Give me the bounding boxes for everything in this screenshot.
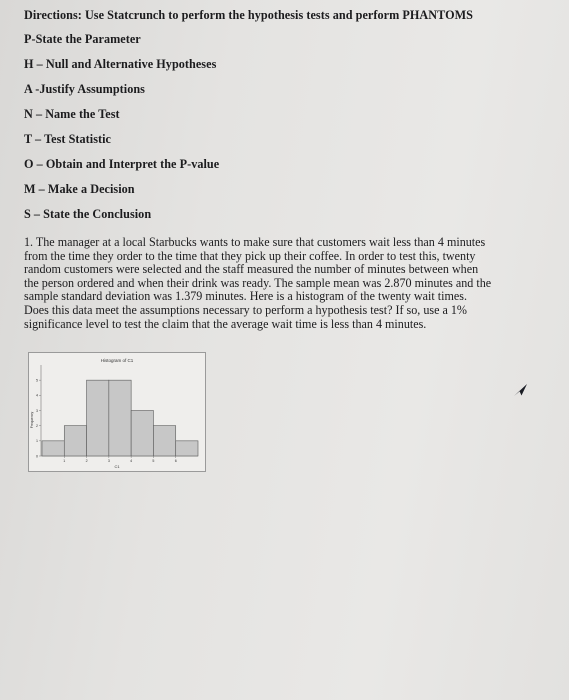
x-tick-label: 1 xyxy=(63,459,66,463)
x-tick-label: 2 xyxy=(85,459,88,463)
histogram-bar xyxy=(42,441,64,456)
histogram-bar xyxy=(131,411,153,457)
y-tick-label: 2 xyxy=(36,423,38,428)
question-line: significance level to test the claim that the average wait time is less than 4 minutes. xyxy=(24,316,427,331)
question-line: from the time they order to the time that they pick up their coffee. In order to test this, twenty xyxy=(24,248,476,263)
phantoms-item-m: M – Make a Decision xyxy=(24,182,135,196)
histogram-bar xyxy=(109,380,131,456)
question-paragraph xyxy=(24,236,546,331)
y-tick-label: 3 xyxy=(36,408,38,413)
directions-heading: Directions: Use Statcrunch to perform the hypothesis tests and perform PHANTOMS xyxy=(24,8,473,22)
histogram-bar xyxy=(64,426,86,456)
y-tick-label: 1 xyxy=(36,439,38,444)
x-tick-label: 5 xyxy=(152,459,155,463)
chart-title: Histogram of C1 xyxy=(100,358,134,363)
x-tick-label: 3 xyxy=(107,459,110,463)
question-line: sample standard deviation was 1.379 minutes. Here is a histogram of the twenty wait times. xyxy=(24,289,468,304)
histogram-bar xyxy=(176,441,198,456)
phantoms-item-o: O – Obtain and Interpret the P-value xyxy=(24,157,220,171)
chart-x-axis-label: C1 xyxy=(114,464,120,469)
phantoms-item-t: T – Test Statistic xyxy=(24,132,112,146)
y-tick-label: 4 xyxy=(36,393,38,398)
histogram-chart xyxy=(28,352,206,472)
phantoms-item-s: S – State the Conclusion xyxy=(24,207,152,221)
y-tick-label: 0 xyxy=(36,454,38,459)
y-tick-label: 5 xyxy=(36,378,38,383)
phantoms-item-h: H – Null and Alternative Hypotheses xyxy=(24,57,217,71)
x-tick-label: 4 xyxy=(130,459,133,463)
x-tick-label: 6 xyxy=(174,459,177,463)
histogram-bar xyxy=(153,426,175,456)
chart-y-axis-label: Frequency xyxy=(30,411,34,429)
phantoms-item-n: N – Name the Test xyxy=(24,107,120,121)
phantoms-item-p: P-State the Parameter xyxy=(24,32,141,46)
phantoms-item-a: A -Justify Assumptions xyxy=(24,82,145,96)
question-line: 1. The manager at a local Starbucks wants to make sure that customers wait less than 4 minutes xyxy=(24,235,486,249)
question-line: Does this data meet the assumptions necessary to perform a hypothesis test? If so, use a 1% xyxy=(24,302,467,317)
cursor-arrow-icon xyxy=(513,382,529,398)
histogram-bar xyxy=(87,380,109,456)
question-line: the person ordered and when their drink was ready. The sample mean was 2.870 minutes and the xyxy=(24,275,492,290)
question-line: random customers were selected and the staff measured the number of minutes between when xyxy=(24,262,479,277)
